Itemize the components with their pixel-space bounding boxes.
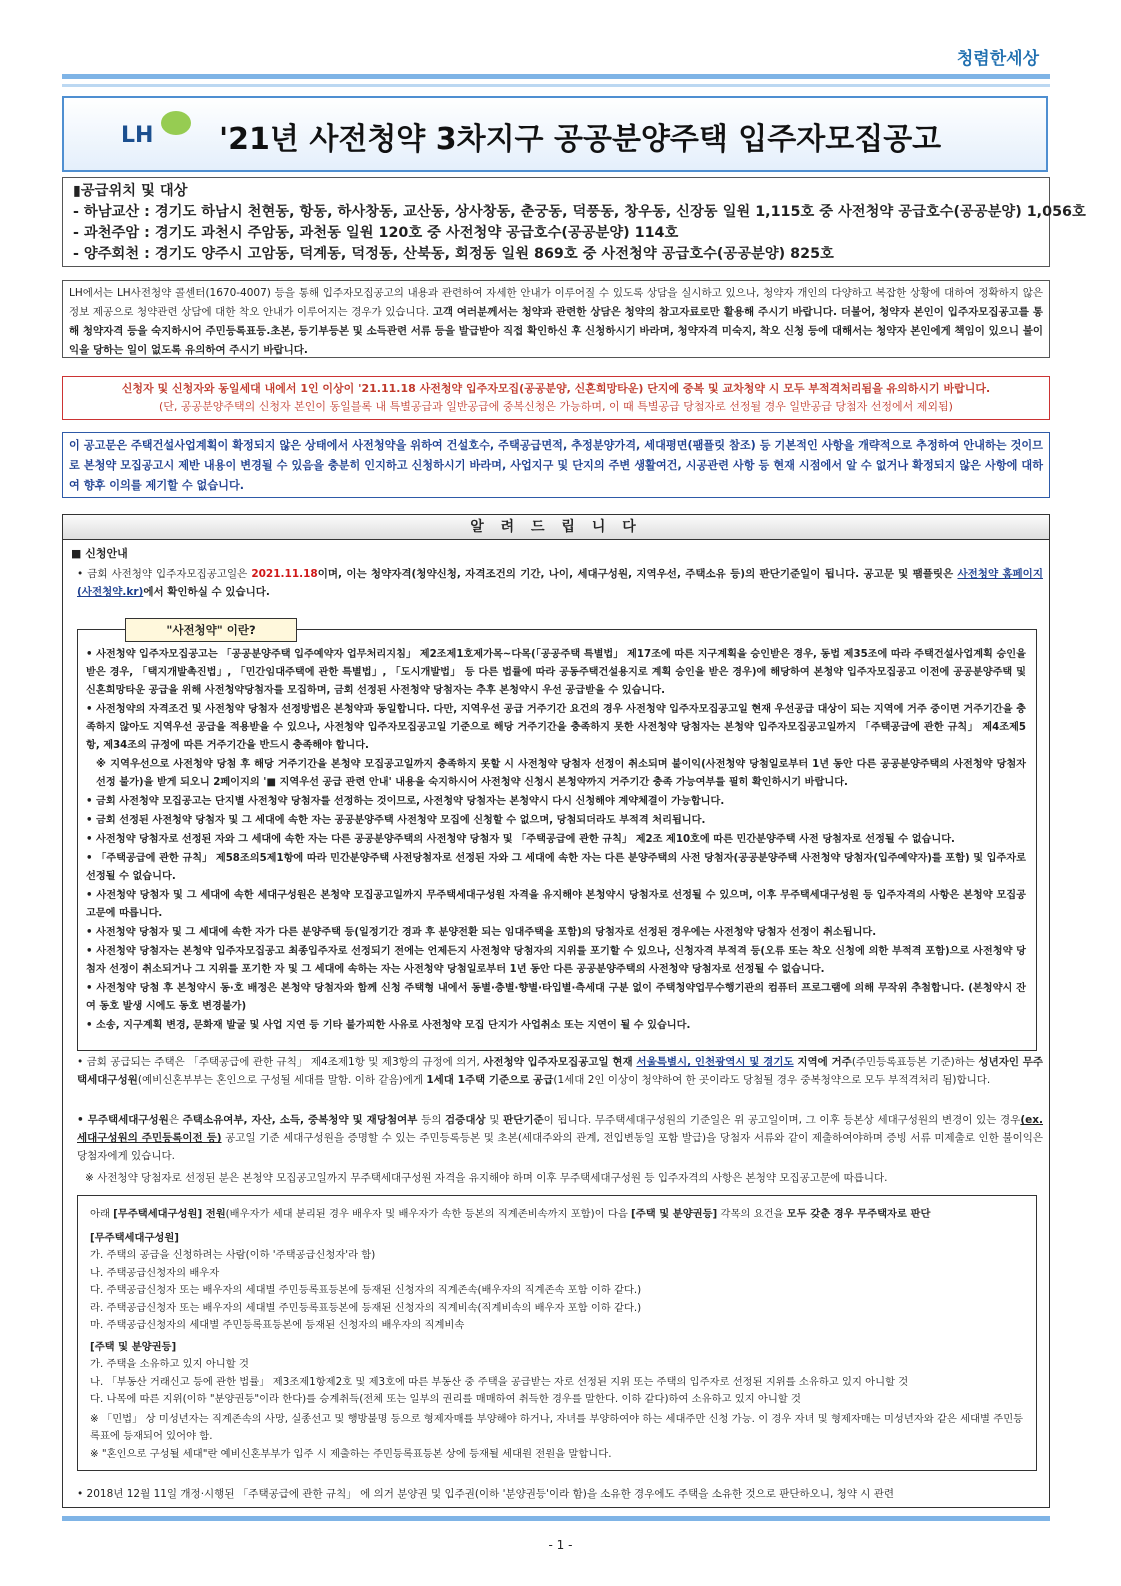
list-item: • 사전청약 당첨 후 본청약시 동·호 배정은 본청약 당첨자와 함께 신청 주택형 내에서 동별·층별·향별·타입별·측세대 구분 없이 주택청약업무수행기관의 컴퓨터 프로그램에 의해 무작위 추첨합니다. (본청약시 잔여 동호 발생 시에도 동호 변경불가) (86, 983, 1026, 1012)
housing-rights-heading: [주택 및 분양권등] (90, 1340, 177, 1353)
section-title: ■ 신청안내 (71, 547, 128, 560)
list-item: • 사전청약의 자격조건 및 사전청약 당첨자 선정방법은 본청약과 동일합니다. 다만, 지역우선 공급 거주기간 요건의 경우 사전청약 입주자모집공고일 현재 우선공급 대상이 되는 지역에 거주 중이면 거주기간을 충족하지 않아도 지역우선 공급을 적용받을 수 있으나, 사전청약 입주자모집공고일 기준으로 해당 거주기간을 충족하지 못한 사전청약 당첨자는 본청약 입주자모집공고일까지 「주택공급에 관한 규칙」 제4조제5항, 제34조의 규정에 따른 거주기간을 반드시 충족해야 합니다. (86, 704, 1026, 751)
list-item: • 금회 사전청약 모집공고는 단지별 사전청약 당첨자를 선정하는 것이므로, 사전청약 당첨자는 본청약시 다시 신청해야 계약체결이 가능합니다. (86, 796, 725, 807)
list-item: • 소송, 지구계획 변경, 문화재 발굴 및 사업 지연 등 기타 불가피한 사유로 사전청약 모집 단지가 사업취소 또는 지연이 될 수 있습니다. (86, 1020, 691, 1031)
note-minor: ※ 「민법」 상 미성년자는 직계존속의 사망, 실종선고 및 행방불명 등으로 형제자매를 부양해야 하거나, 자녀를 부양하여야 하는 세대주만 신청 가능. 이 경우 자녀 및 형제자매는 미성년자와 같은 세대별 주민등록표에 등재되어 있어야 함. (90, 1412, 1024, 1442)
preorder-definition-tag: "사전청약" 이란? (125, 618, 297, 642)
bullet-presale-rights: • 2018년 12월 11일 개정·시행된 「주택공급에 관한 규칙」 에 의거 분양권 및 입주권(이하 '분양권등'이라 함)을 소유한 경우에도 주택을 소유한 것으로 판단하오니, 청약 시 관련 (77, 1488, 895, 1500)
supply-location-box (62, 177, 1086, 267)
list-item: 나. 주택공급신청자의 배우자 (90, 1266, 220, 1279)
list-item: 가. 주택을 소유하고 있지 아니할 것 (90, 1358, 249, 1370)
consultation-notice: LH에서는 LH사전청약 콜센터(1670-4007) 등을 통해 입주자모집공고의 내용과 관련하여 자세한 안내가 이루어질 수 있도록 상담을 실시하고 있으나, 청약자 개인의 다양하고 복잡한 상황에 대하여 정확하지 않은 정보 제공으로 청약관련 상담에 대한 착오 안내가 이루어지는 경우가 있습니다. 고객 여러분께서는 청약과 관련한 상담은 청약의 참고자료로만 활용해 주시기 바랍니다. 더불어, 청약자 본인이 입주자모집공고를 통해 청약자격 등을 숙지하시어 주민등록표등.초본, 등기부등본 및 소득관련 서류 등을 발급받아 직접 확인하신 후 신청하시기 바라며, 청약자격 미숙지, 착오 신청 등에 대해서는 청약자 본인에게 책임이 있으니 불이익을 당하는 일이 없도록 유의하여 주시기 바랍니다. (62, 280, 1050, 358)
disclaimer-box: 이 공고문은 주택건설사업계획이 확정되지 않은 상태에서 사전청약을 위하여 건설호수, 주택공급면적, 추정분양가격, 세대평면(팸플릿 참조) 등 기본적인 사항을 개략적으로 추정하여 안내하는 것이므로 본청약 모집공고시 제반 내용이 변경될 수 있음을 충분히 인지하고 신청하시기 바라며, 사업지구 및 단지의 주변 생활여건, 시공관련 사항 등 현재 시점에서 알 수 없거나 확정되지 않은 사항에 대하여 향후 이의를 제기할 수 없습니다. (62, 432, 1050, 498)
list-item: ※ 지역우선으로 사전청약 당첨 후 해당 거주기간을 본청약 모집공고일까지 충족하지 못할 시 사전청약 당첨자 선정이 취소되며 불이익(사전청약 당첨일로부터 1년 동안 다른 공공분양주택의 사전청약 당첨자 선정 불가)을 받게 되오니 2페이지의 '■ 지역우선 공급 관련 안내' 내용을 숙지하시어 사전청약 신청시 본청약까지 거주기간 충족 가능여부를 필히 확인하시기 바랍니다. (96, 759, 1026, 788)
list-item: 마. 주택공급신청자의 세대별 주민등록표등본에 등재된 신청자의 배우자의 직계비속 (90, 1319, 465, 1331)
location-row-yangju: - 양주회천 : 경기도 양주시 고암동, 덕계동, 덕정동, 산북동, 회정동 일원 869호 중 사전청약 공급호수(공공분양) 825호 (73, 246, 834, 262)
list-item: • 사전청약 당첨자 및 그 세대에 속한 세대구성원은 본청약 모집공고일까지 무주택세대구성원 자격을 유지해야 본청약시 당첨자로 선정될 수 있으며, 이후 무주택세대구성원 등 입주자격의 사항은 본청약 모집공고문에 따릅니다. (86, 890, 1026, 919)
preorder-definition-list (86, 646, 1026, 1036)
list-item: 나. 「부동산 거래신고 등에 관한 법률」 제3조제1항제2호 및 제3호에 따른 부동산 중 주택을 공급받는 자로 선정된 지위 또는 주택의 입주자로 선정된 지위를 소유하고 있지 아니할 것 (90, 1375, 909, 1388)
list-item: • 사전청약 당첨자로 선정된 자와 그 세대에 속한 자는 다른 공공분양주택의 사전청약 당첨자 및 「주택공급에 관한 규칙」 제2조 제10호에 따른 민간분양주택 사전 당첨자로 선정될 수 없습니다. (86, 834, 955, 845)
location-row-gwacheon: - 과천주암 : 경기도 과천시 주암동, 과천동 일원 120호 중 사전청약 공급호수(공공분양) 114호 (73, 225, 679, 241)
household-members-heading: [무주택세대구성원] (90, 1231, 179, 1244)
lh-leaf-icon (161, 111, 191, 135)
list-item: • 금회 선정된 사전청약 당첨자 및 그 세대에 속한 자는 공공분양주택 사전청약 모집에 신청할 수 없으며, 당첨되더라도 부적격 처리됩니다. (86, 815, 706, 826)
brand-logo: 청렴한세상 (956, 49, 1039, 69)
bullet-announcement-date: • 금회 사전청약 입주자모집공고일은 2021.11.18이며, 이는 청약자격(청약신청, 자격조건의 기간, 나이, 세대구성원, 지역우선, 주택소유 등)의 판단기준일이 됩니다. 공고문 및 팸플릿은 사전청약 홈페이지(사전청약.kr)에서 확인하실 수 있습니다. (77, 568, 1043, 598)
household-note: ※ 사전청약 당첨자로 선정된 분은 본청약 모집공고일까지 무주택세대구성원 자격을 유지해야 하며 이후 무주택세대구성원 등 입주자격의 사항은 본청약 모집공고문에 따릅니다. (85, 1172, 888, 1184)
list-item: 다. 주택공급신청자 또는 배우자의 세대별 주민등록표등본에 등재된 신청자의 직계존속(배우자의 직계존속 포함 이하 같다.) (90, 1284, 642, 1296)
bullet-household-criteria: • 무주택세대구성원은 주택소유여부, 자산, 소득, 중복청약 및 재당첨여부 등의 검증대상 및 판단기준이 됩니다. 무주택세대구성원의 기준일은 위 공고일이며, 그 이후 등본상 세대구성원의 변경이 있는 경우(ex. 세대구성원의 주민등록이전 등) 공고일 기준 세대구성원을 증명할 수 있는 주민등록등본 및 초본(세대주와의 관계, 전입변동일 포함 발급)을 당첨자 서류와 같이 제출하여야하며 증빙 서류 미제출로 인한 불이익은 당첨자에게 있습니다. (77, 1114, 1044, 1162)
top-rule-thin (62, 84, 1050, 87)
bullet-supply-eligibility: • 금회 공급되는 주택은 「주택공급에 관한 규칙」 제4조제1항 및 제3항의 규정에 의거, 사전청약 입주자모집공고일 현재 서울특별시, 인천광역시 및 경기도 지역에 거주(주민등록표등본 기준)하는 성년자인 무주택세대구성원(예비신혼부부는 혼인으로 구성될 세대를 말함. 이하 같음)에게 1세대 1주택 기준으로 공급(1세대 2인 이상이 청약하여 한 곳이라도 당첨될 경우 중복청약으로 모두 부적격처리 됨)합니다. (77, 1056, 1044, 1086)
list-item: • 사전청약 당첨자는 본청약 입주자모집공고 최종입주자로 선정되기 전에는 언제든지 사전청약 당첨자의 지위를 포기할 수 있으나, 신청자격 부적격 등(오류 또는 착오 신청에 의한 부적격 포함)으로 사전청약 당첨자 선정이 취소되거나 그 지위를 포기한 자 및 그 세대에 속하는 자는 사전청약 당첨일로부터 1년 동안 다른 공공분양주택의 사전청약 당첨자로 선정될 수 없습니다. (86, 946, 1026, 975)
note-newlywed: ※ "혼인으로 구성될 세대"란 예비신혼부부가 입주 시 제출하는 주민등록표등본 상에 등재될 세대원 전원을 말합니다. (90, 1447, 612, 1460)
lh-logo: LH (121, 123, 153, 148)
supply-location-heading: ▮공급위치 및 대상 (73, 183, 188, 199)
notice-section (62, 514, 1050, 1508)
page-number: - 1 - (548, 1538, 573, 1552)
preorder-definition-box (77, 623, 1037, 1051)
page-title: '21년 사전청약 3차지구 공공분양주택 입주자모집공고 (219, 122, 942, 157)
list-item: • 「주택공급에 관한 규칙」 제58조의5제1항에 따라 민간분양주택 사전당첨자로 선정된 자와 그 세대에 속한 자는 다른 분양주택의 사전 당첨자(공공분양주택 사전청약 당첨자(입주예약자)를 포함) 및 입주자로 선정될 수 없습니다. (86, 853, 1026, 882)
list-item: 다. 나목에 따른 지위(이하 "분양권등"이라 한다)를 승계취득(전체 또는 일부의 권리를 매매하여 취득한 경우를 말한다. 이하 같다)하여 소유하고 있지 아니할 것 (90, 1393, 801, 1405)
preorder-homepage-link[interactable]: 사전청약 홈페이지(사전청약.kr) (77, 568, 1043, 598)
list-item: • 사전청약 입주자모집공고는 「공공분양주택 입주예약자 업무처리지침」 제2조제1호제가목~다목(「공공주택 특별법」 제17조에 따른 지구계획을 승인받은 경우, 동법 제35조에 따라 주택건설사업계획 승인을 받은 경우, 「택지개발촉진법」, 「민간임대주택에 관한 특별법」, 「도시개발법」 등 다른 법률에 따라 공동주택건설용지로 계획 승인을 받은 경우)에 해당하여 본청약 입주자모집공고 이전에 공공분양주택 및 신혼희망타운 공급을 위해 사전청약당첨자를 모집하며, 금회 선정된 사전청약 당첨자는 추후 본청약시 우선 공급받을 수 있습니다. (86, 649, 1026, 696)
title-banner (62, 96, 1048, 172)
list-item: • 사전청약 당첨자 및 그 세대에 속한 자가 다른 분양주택 등(일정기간 경과 후 분양전환 되는 임대주택을 포함)의 당첨자로 선정된 경우에는 사전청약 당첨자 선정이 취소됩니다. (86, 927, 877, 938)
notice-heading: 알 려 드 립 니 다 (63, 515, 1049, 540)
list-item: 라. 주택공급신청자 또는 배우자의 세대별 주민등록표등본에 등재된 신청자의 직계비속(직계비속의 배우자 포함 이하 같다.) (90, 1301, 642, 1314)
list-item: 가. 주택의 공급을 신청하려는 사람(이하 '주택공급신청자'라 함) (90, 1249, 376, 1261)
duplicate-application-warning: 신청자 및 신청자와 동일세대 내에서 1인 이상이 '21.11.18 사전청약 입주자모집(공공분양, 신혼희망타운) 단지에 중복 및 교차청약 시 모두 부적격처리됨을 유의하시기 바랍니다. (단, 공공분양주택의 신청자 본인이 동일블록 내 특별공급과 일반공급에 중복신청은 가능하며, 이 때 특별공급 당첨자로 선정될 경우 일반공급 당첨자 선정에서 제외됨) (62, 376, 1050, 420)
top-rule (62, 74, 1050, 79)
location-row-hanam: - 하남교산 : 경기도 하남시 천현동, 항동, 하사창동, 교산동, 상사창동, 춘궁동, 덕풍동, 창우동, 신장동 일원 1,115호 중 사전청약 공급호수(공공분양) 1,056호 (73, 204, 1086, 220)
homeless-criteria-box: 아래 [무주택세대구성원] 전원(배우자가 세대 분리된 경우 배우자 및 배우자가 속한 등본의 직계존비속까지 포함)이 다음 [주택 및 분양권등] 각목의 요건을 모두 갖춘 경우 무주택자로 판단 [무주택세대구성원] 가. 주택의 공급을 신청하려는 사람(이하 '주택공급신청자'라 함) 나. 주택공급신청자의 배우자 다. 주택공급신청자 또는 배우자의 세대별 주민등록표등본에 등재된 신청자의 직계존속(배우자의 직계존속 포함 이하 같다.) 라. 주택공급신청자 또는 배우자의 세대별 주민등록표등본에 등재된 신청자의 직계비속(직계비속의 배우자 포함 이하 같다.) 마. 주택공급신청자의 세대별 주민등록표등본에 등재된 신청자의 배우자의 직계비속 [주택 및 분양권등] 가. 주택을 소유하고 있지 아니할 것 나. 「부동산 거래신고 등에 관한 법률」 제3조제1항제2호 및 제3호에 따른 부동산 중 주택을 공급받는 자로 선정된 지위 또는 주택의 입주자로 선정된 지위를 소유하고 있지 아니할 것 다. 나목에 따른 지위(이하 "분양권등"이라 한다)를 승계취득(전체 또는 일부의 권리를 매매하여 취득한 경우를 말한다. 이하 같다)하여 소유하고 있지 아니할 것 ※ 「민법」 상 미성년자는 직계존속의 사망, 실종선고 및 행방불명 등으로 형제자매를 부양해야 하거나, 자녀를 부양하여야 하는 세대주만 신청 가능. 이 경우 자녀 및 형제자매는 미성년자와 같은 세대별 주민등록표에 등재되어 있어야 함. ※ "혼인으로 구성될 세대"란 예비신혼부부가 입주 시 제출하는 주민등록표등본 상에 등재될 세대원 전원을 말합니다. (77, 1195, 1037, 1471)
bottom-rule (62, 1516, 1050, 1521)
